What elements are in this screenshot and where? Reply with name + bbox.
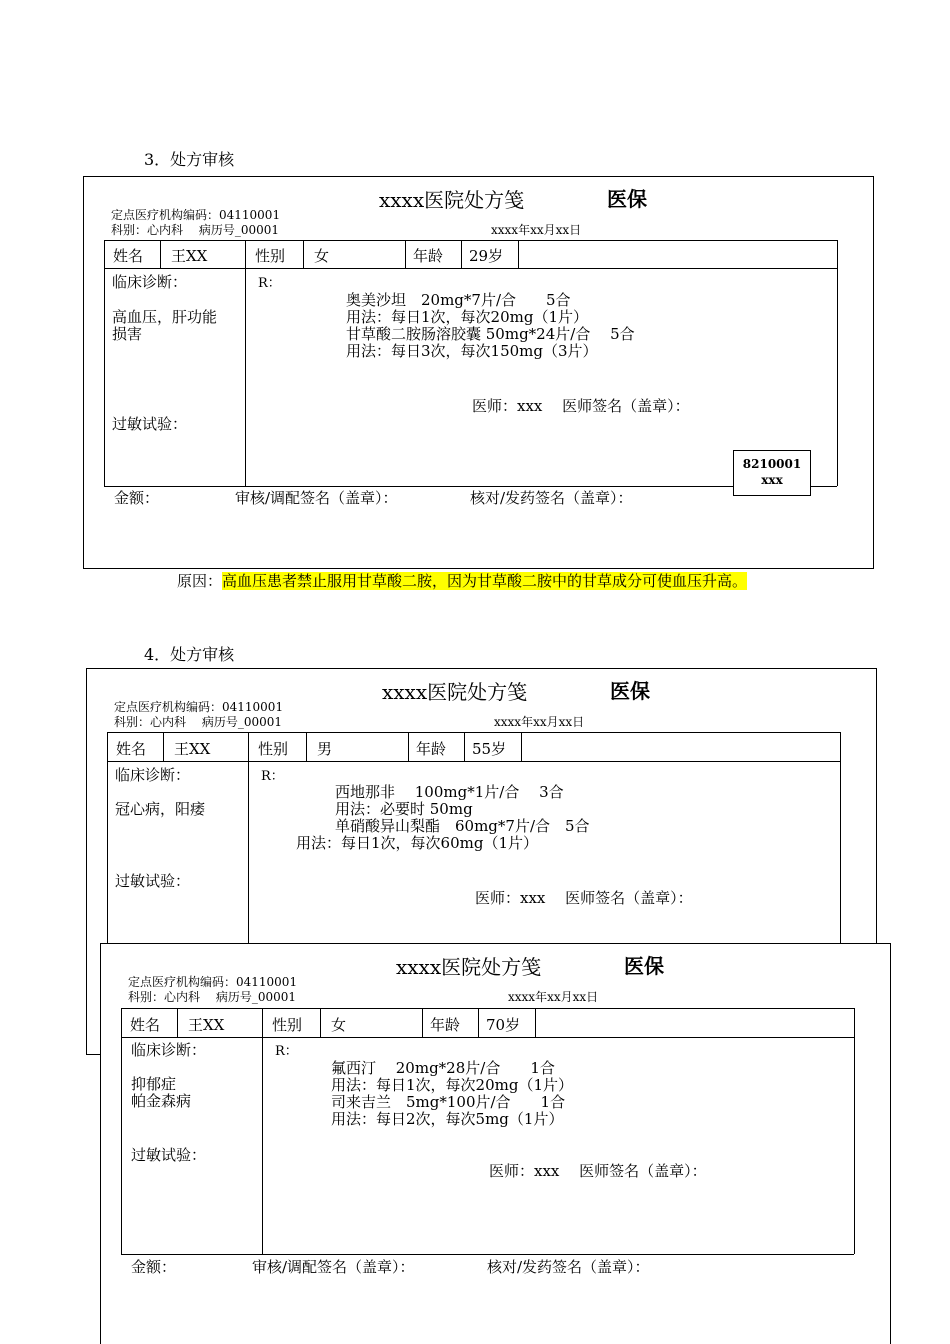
- allergy-label: 过敏试验：: [115, 872, 191, 890]
- dept-record: 科别：心内科 病历号_00001: [114, 715, 282, 729]
- review-signature: 审核/调配签名（盖章）：: [235, 489, 398, 507]
- gender-label: 性别: [258, 740, 289, 758]
- diagnosis-line-2: 损害: [112, 325, 143, 343]
- doctor-stamp: [733, 450, 811, 496]
- age-label: 年龄: [430, 1016, 461, 1034]
- doctor-signature: 医师：xxx 医师签名（盖章）：: [489, 1162, 707, 1180]
- drug-line: 甘草酸二胺肠溶胶囊 50mg*24片/合 5合: [346, 325, 635, 343]
- drug-line: 用法：每日1次，每次60mg（1片）: [296, 834, 539, 852]
- dispense-signature: 核对/发药签名（盖章）：: [470, 489, 633, 507]
- drug-line: 司来吉兰 5mg*100片/合 1合: [331, 1093, 566, 1111]
- reason-label: 原因：: [177, 572, 223, 590]
- doctor-signature: 医师：xxx 医师签名（盖章）：: [472, 397, 690, 415]
- hospital-title: xxxx医院处方笺: [382, 680, 528, 704]
- reason-note: [177, 573, 747, 590]
- institution-code: 定点医疗机构编码：04110001: [128, 975, 298, 989]
- drug-line: 西地那非 100mg*1片/合 3合: [335, 783, 564, 801]
- hospital-title: xxxx医院处方笺: [379, 188, 525, 212]
- stamp-name: xxx: [761, 473, 783, 487]
- gender-value: 男: [317, 740, 333, 758]
- rx-label: R：: [258, 276, 281, 291]
- prescription-card-3: [100, 943, 891, 1344]
- insurance-badge: 医保: [610, 679, 650, 703]
- diagnosis-label: 临床诊断：: [115, 766, 191, 784]
- age-value: 29岁: [469, 247, 504, 265]
- drug-line: 氟西汀 20mg*28片/合 1合: [331, 1059, 555, 1077]
- name-value: 王XX: [171, 247, 208, 265]
- diagnosis-line-1: 冠心病，阳痿: [115, 800, 206, 818]
- age-value: 70岁: [486, 1016, 521, 1034]
- dispense-signature: 核对/发药签名（盖章）：: [487, 1258, 650, 1276]
- name-label: 姓名: [116, 740, 147, 758]
- name-value: 王XX: [174, 740, 211, 758]
- rx-label: R：: [275, 1044, 298, 1059]
- allergy-label: 过敏试验：: [131, 1146, 207, 1164]
- drug-line: 用法：每日2次，每次5mg（1片）: [331, 1110, 564, 1128]
- diagnosis-line-2: 帕金森病: [131, 1092, 192, 1110]
- hospital-title: xxxx医院处方笺: [396, 955, 542, 979]
- diagnosis-label: 临床诊断：: [131, 1041, 207, 1059]
- gender-value: 女: [314, 247, 330, 265]
- review-signature: 审核/调配签名（盖章）：: [252, 1258, 415, 1276]
- age-value: 55岁: [472, 740, 507, 758]
- gender-label: 性别: [272, 1016, 303, 1034]
- section-4-heading: 4．处方审核: [144, 645, 235, 664]
- drug-line: 用法：必要时 50mg: [335, 800, 473, 818]
- dept-record: 科别：心内科 病历号_00001: [111, 223, 279, 237]
- drug-line: 单硝酸异山梨酯 60mg*7片/合 5合: [335, 817, 590, 835]
- institution-code: 定点医疗机构编码：04110001: [111, 208, 281, 222]
- reason-text: 高血压患者禁止服用甘草酸二胺，因为甘草酸二胺中的甘草成分可使血压升高。: [222, 572, 748, 590]
- diagnosis-line-1: 高血压，肝功能: [112, 308, 218, 326]
- prescription-date: xxxx年xx月xx日: [491, 223, 582, 237]
- diagnosis-line-1: 抑郁症: [131, 1075, 177, 1093]
- name-value: 王XX: [188, 1016, 225, 1034]
- allergy-label: 过敏试验：: [112, 415, 188, 433]
- age-label: 年龄: [416, 740, 447, 758]
- doctor-signature: 医师：xxx 医师签名（盖章）：: [475, 889, 693, 907]
- prescription-date: xxxx年xx月xx日: [494, 715, 585, 729]
- drug-line: 用法：每日3次，每次150mg（3片）: [346, 342, 598, 360]
- prescription-card-1: [83, 176, 874, 569]
- stamp-code: 8210001: [742, 457, 802, 471]
- gender-label: 性别: [255, 247, 286, 265]
- diagnosis-label: 临床诊断：: [112, 273, 188, 291]
- insurance-badge: 医保: [607, 187, 647, 211]
- drug-line: 用法：每日1次，每次20mg（1片）: [346, 308, 589, 326]
- name-label: 姓名: [113, 247, 144, 265]
- amount-label: 金额：: [114, 489, 160, 507]
- rx-label: R：: [261, 769, 284, 784]
- institution-code: 定点医疗机构编码：04110001: [114, 700, 284, 714]
- drug-line: 用法：每日1次，每次20mg（1片）: [331, 1076, 574, 1094]
- age-label: 年龄: [413, 247, 444, 265]
- prescription-date: xxxx年xx月xx日: [508, 990, 599, 1004]
- name-label: 姓名: [130, 1016, 161, 1034]
- amount-label: 金额：: [131, 1258, 177, 1276]
- insurance-badge: 医保: [624, 954, 664, 978]
- section-3-heading: 3．处方审核: [144, 150, 235, 169]
- gender-value: 女: [331, 1016, 347, 1034]
- drug-line: 奥美沙坦 20mg*7片/合 5合: [346, 291, 571, 309]
- dept-record: 科别：心内科 病历号_00001: [128, 990, 296, 1004]
